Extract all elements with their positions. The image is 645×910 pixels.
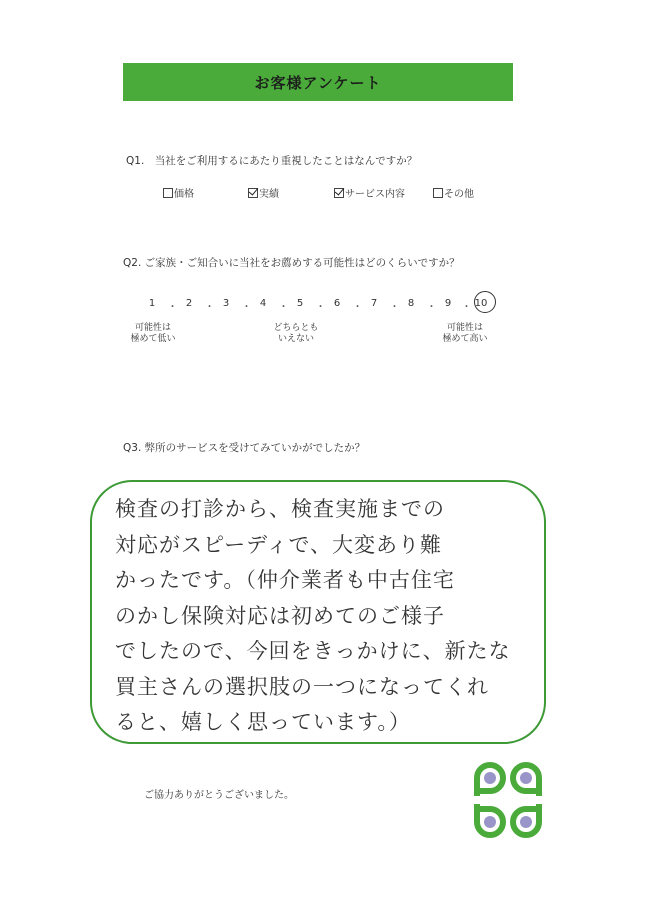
scale-label-low xyxy=(118,323,188,345)
scale-separator: ・ xyxy=(389,302,400,313)
scale-separator: ・ xyxy=(204,302,215,313)
scale-label-high xyxy=(430,323,500,345)
option-label: 価格 xyxy=(174,189,194,200)
q1-question: Q1. 当社をご利用するにあたり重視したことはなんですか？ xyxy=(126,155,418,167)
rating-option-10[interactable]: 10 xyxy=(474,298,488,309)
rating-option-2[interactable]: 2 xyxy=(185,298,193,309)
answer-line: かったです。（仲介業者も中古住宅 xyxy=(115,568,455,592)
q1-option-service[interactable] xyxy=(334,185,405,200)
answer-line: でしたので、今回をきっかけに、新たな xyxy=(115,639,511,663)
scale-label-mid xyxy=(261,323,331,345)
q1-option-record[interactable] xyxy=(248,185,279,200)
scale-separator: ・ xyxy=(426,302,437,313)
scale-separator: ・ xyxy=(461,302,472,313)
answer-line: のかし保険対応は初めてのご様子 xyxy=(115,603,445,628)
scale-separator: ・ xyxy=(278,302,289,313)
answer-line: 対応がスピーディで、大変あり難 xyxy=(115,532,443,557)
scale-label-mid-text: どちらとも いえない xyxy=(273,323,319,344)
answer-line: 検査の打診から、検査実施までの xyxy=(115,497,445,521)
handwritten-answer xyxy=(115,492,535,741)
rating-option-8[interactable]: 8 xyxy=(407,298,415,309)
q2-question: Q2. ご家族・ご知合いに当社をお薦めする可能性はどのくらいですか？ xyxy=(123,257,460,269)
answer-line: ると、嬉しく思っています。） xyxy=(115,710,411,734)
q3-question: Q3. 弊所のサービスを受けてみていかがでしたか？ xyxy=(123,442,366,454)
checkbox-other[interactable] xyxy=(433,188,443,198)
survey-title: お客様アンケート xyxy=(123,63,513,101)
company-logo xyxy=(473,762,543,838)
selected-rating-circle xyxy=(474,291,496,313)
option-label: サービス内容 xyxy=(345,189,405,200)
scale-separator: ・ xyxy=(241,302,252,313)
checkbox-record[interactable] xyxy=(248,188,258,198)
option-label: その他 xyxy=(444,189,474,200)
rating-option-5[interactable]: 5 xyxy=(296,298,304,309)
rating-option-3[interactable]: 3 xyxy=(222,298,230,309)
scale-label-high-text: 可能性は 極めて高い xyxy=(442,323,488,344)
option-label: 実績 xyxy=(259,189,279,200)
checkbox-price[interactable] xyxy=(163,188,173,198)
checkbox-service[interactable] xyxy=(334,188,344,198)
rating-option-4[interactable]: 4 xyxy=(259,298,267,309)
rating-option-7[interactable]: 7 xyxy=(370,298,378,309)
rating-option-6[interactable]: 6 xyxy=(333,298,341,309)
q1-option-price[interactable] xyxy=(163,185,194,200)
answer-line: 買主さんの選択肢の一つになってくれ xyxy=(115,674,489,699)
scale-separator: ・ xyxy=(167,302,178,313)
scale-separator: ・ xyxy=(315,302,326,313)
thanks-message: ご協力ありがとうございました。 xyxy=(144,790,294,801)
scale-separator: ・ xyxy=(352,302,363,313)
scale-label-low-text: 可能性は 極めて低い xyxy=(130,323,176,344)
q1-option-other[interactable] xyxy=(433,185,474,200)
rating-option-1[interactable]: 1 xyxy=(148,298,156,309)
rating-option-9[interactable]: 9 xyxy=(444,298,452,309)
